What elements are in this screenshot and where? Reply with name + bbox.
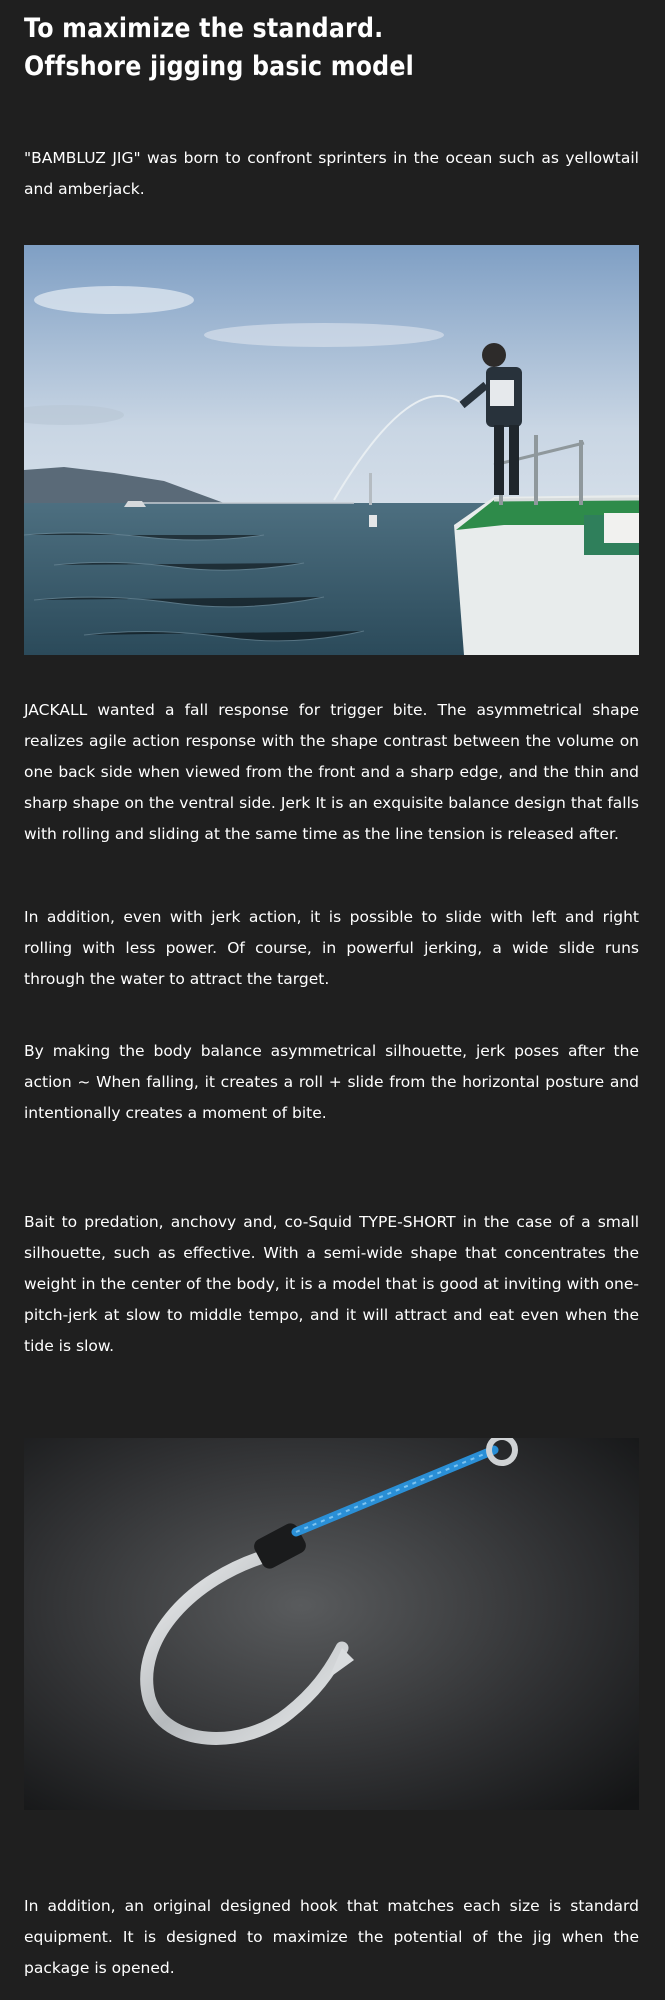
hook-photo — [24, 1438, 639, 1810]
fishing-boat-photo — [24, 245, 639, 655]
intro-paragraph: "BAMBLUZ JIG" was born to confront sprinters in the ocean such as yellowtail and amberjack. — [24, 149, 639, 198]
fall-response-paragraph: JACKALL wanted a fall response for trigger bite. The asymmetrical shape realizes agile action response with the shape contrast between the volume on one back side when viewed from the front and a sharp edge, and the thin and sharp shape on the ventral side. Jerk It is an exquisite balance design that falls with rolling and sliding at the same time as the line tension is released after. — [24, 701, 639, 843]
title-line-1: To maximize the standard. — [24, 13, 384, 44]
hook-paragraph: In addition, an original designed hook that matches each size is standard equipment. It is designed to maximize the potential of the jig when the package is opened. — [24, 1897, 639, 1977]
bait-paragraph: Bait to predation, anchovy and, co-Squid TYPE-SHORT in the case of a small silhouette, such as effective. With a semi-wide shape that concentrates the weight in the center of the body, it is a model that is good at inviting with one-pitch-jerk at slow to middle tempo, and it will attract and eat even when the tide is slow. — [24, 1213, 639, 1355]
fishing-boat-image — [24, 245, 639, 655]
jerk-action-paragraph: In addition, even with jerk action, it is possible to slide with left and right rolling with less power. Of course, in powerful jerking, a wide slide runs through the water to attract the target. — [24, 908, 639, 988]
title-line-2: Offshore jigging basic model — [24, 51, 414, 82]
page-title — [24, 10, 414, 86]
body-balance-paragraph: By making the body balance asymmetrical silhouette, jerk poses after the action ~ When falling, it creates a roll + slide from the horizontal posture and intentionally creates a moment of bite. — [24, 1042, 639, 1122]
hook-image — [24, 1438, 639, 1810]
